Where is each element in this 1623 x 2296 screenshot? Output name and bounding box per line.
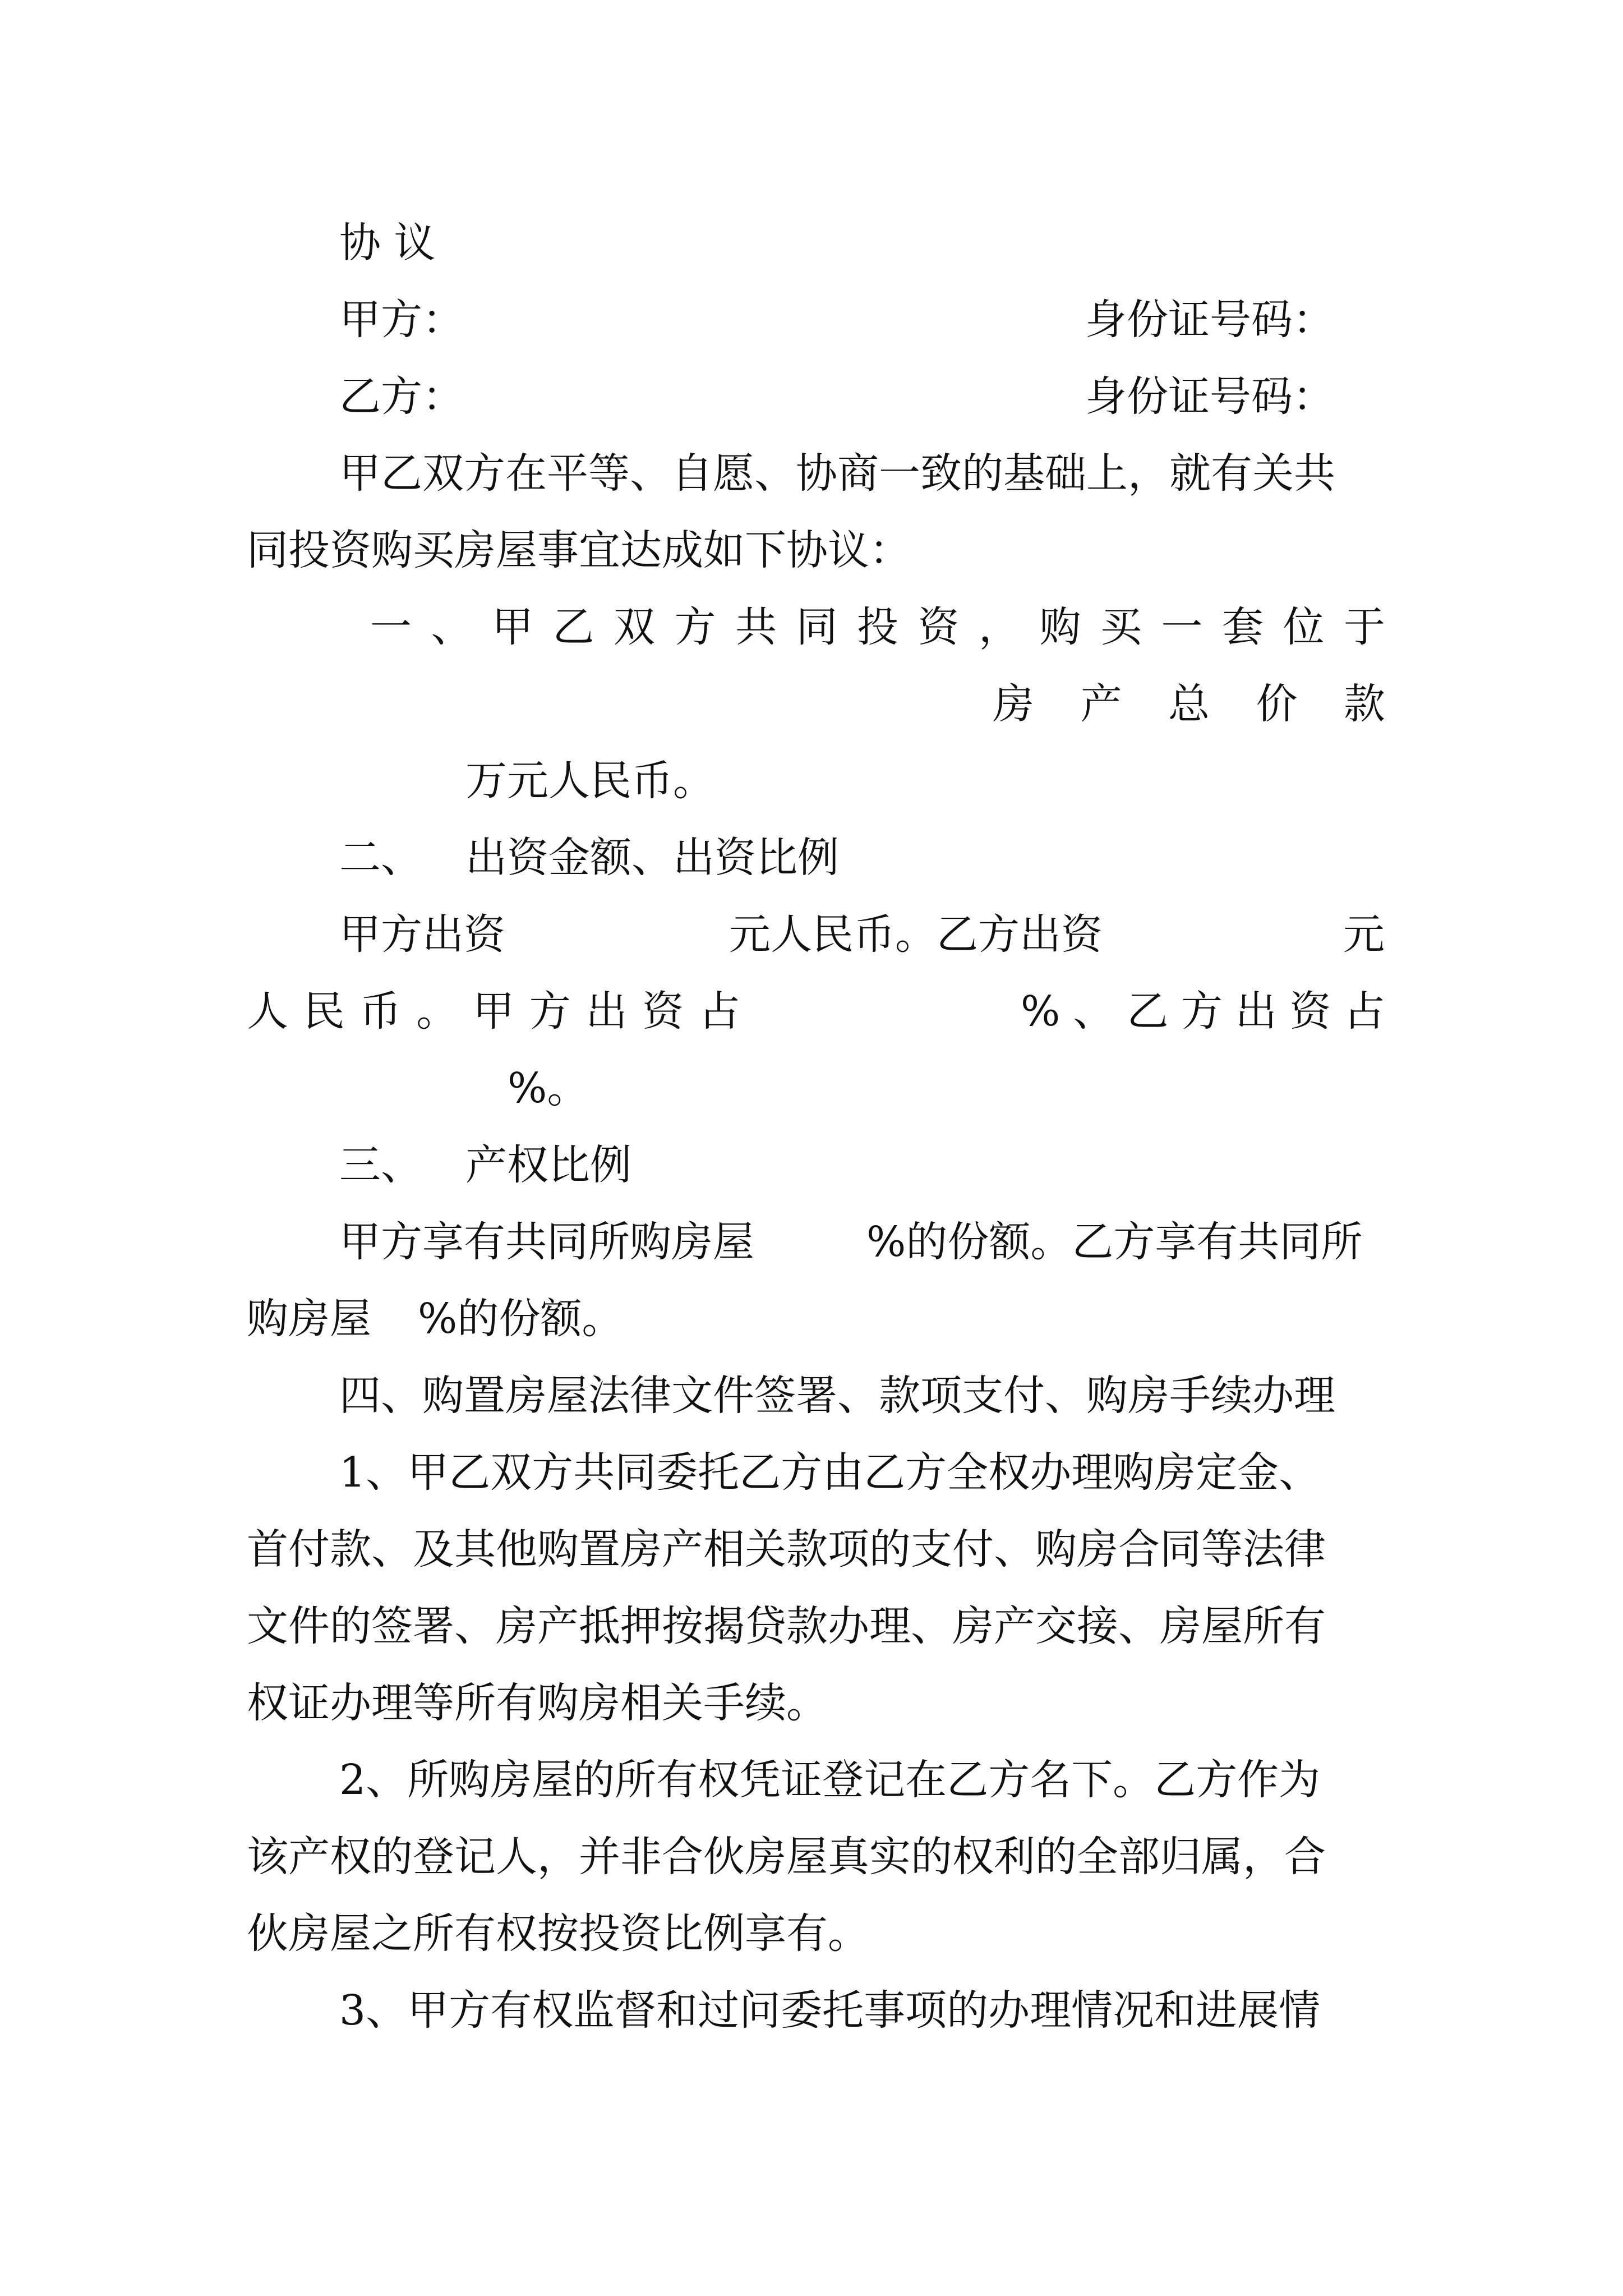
- agreement-title: 协 议: [339, 219, 436, 267]
- justified-char: 甲: [492, 603, 533, 651]
- justified-char: 价: [1256, 680, 1298, 728]
- justified-char: 买: [1100, 603, 1142, 651]
- justified-char: 方: [529, 987, 571, 1036]
- justified-char: 投: [857, 603, 898, 651]
- justified-char: 占: [1343, 987, 1385, 1036]
- clause-2-heading: 出资金额、出资比例: [465, 834, 839, 882]
- clause-4-heading: 四、购置房屋法律文件签署、款项支付、购房手续办理: [339, 1372, 1335, 1420]
- clause-2-heading-number: 二、: [339, 834, 422, 882]
- clause-3-line-1-b: %的份额。乙方享有共同所: [866, 1218, 1363, 1266]
- justified-char: 一: [370, 603, 412, 651]
- justified-char: 占: [699, 987, 740, 1036]
- party-a-label: 甲方：: [339, 296, 464, 344]
- justified-char: 、: [431, 603, 473, 651]
- clause-4-item-1-line-2: 首付款、及其他购置房产相关款项的支付、购房合同等法律: [247, 1525, 1326, 1573]
- justified-char: 于: [1344, 603, 1385, 651]
- justified-char: ，: [979, 603, 1020, 651]
- party-b-id-label: 身份证号码：: [1085, 372, 1334, 421]
- clause-4-item-2-line-2: 该产权的登记人，并非合伙房屋真实的权利的全部归属，合: [247, 1833, 1326, 1881]
- justified-char: 套: [1222, 603, 1264, 651]
- justified-char: 共: [735, 603, 777, 651]
- clause-4-item-1-line-1: 1、甲乙双方共同委托乙方由乙方全权办理购房定金、: [339, 1448, 1321, 1497]
- party-a-contribution-label: 甲方出资: [339, 910, 505, 959]
- justified-char: 双: [614, 603, 655, 651]
- justified-char: 资: [917, 603, 960, 651]
- justified-char: 出: [1235, 987, 1277, 1036]
- justified-char: 出: [585, 987, 628, 1036]
- justified-char: %: [1021, 987, 1061, 1036]
- clause-3-heading-number: 三、: [339, 1141, 422, 1189]
- justified-char: 方: [674, 603, 716, 651]
- justified-char: 资: [1289, 987, 1331, 1036]
- clause-3-line-2-a: 购房屋: [247, 1295, 371, 1343]
- clause-3-line-1-a: 甲方享有共同所购房屋: [339, 1218, 754, 1266]
- clause-1-line-2: [993, 676, 1385, 732]
- justified-char: 方: [1181, 987, 1223, 1036]
- clause-2-line-3: %。: [508, 1064, 589, 1112]
- clause-3-line-2-b: %的份额。: [418, 1295, 624, 1343]
- clause-3-heading: 产权比例: [465, 1141, 631, 1189]
- party-b-contribution-label: 元人民币。乙方出资: [729, 910, 1103, 959]
- party-b-label: 乙方：: [339, 372, 464, 421]
- justified-char: 甲: [473, 987, 514, 1036]
- justified-char: 位: [1283, 603, 1325, 651]
- contribution-unit: 元: [1343, 910, 1385, 959]
- justified-char: 人: [247, 987, 288, 1036]
- justified-char: 款: [1344, 680, 1385, 728]
- justified-char: 、: [1072, 987, 1114, 1036]
- justified-char: 乙: [552, 603, 594, 651]
- clause-4-item-2-line-1: 2、所购房屋的所有权凭证登记在乙方名下。乙方作为: [339, 1756, 1321, 1804]
- party-a-id-label: 身份证号码：: [1085, 296, 1334, 344]
- clause-2-line-2-left: [247, 983, 740, 1039]
- justified-char: 房: [993, 680, 1034, 728]
- intro-line-2: 同投资购买房屋事宜达成如下协议：: [247, 526, 911, 574]
- justified-char: 乙: [1127, 987, 1169, 1036]
- intro-line-1: 甲乙双方在平等、自愿、协商一致的基础上，就有关共: [339, 449, 1335, 498]
- justified-char: 同: [796, 603, 838, 651]
- justified-char: 产: [1080, 680, 1122, 728]
- justified-char: 民: [303, 987, 345, 1036]
- clause-4-item-3-line-1: 3、甲方有权监督和过问委托事项的办理情况和进展情: [339, 1986, 1321, 2035]
- clause-1-line-1: [370, 599, 1385, 655]
- clause-4-item-2-line-3: 伙房屋之所有权按投资比例享有。: [247, 1910, 869, 1958]
- justified-char: 。: [416, 987, 458, 1036]
- clause-4-item-1-line-3: 文件的签署、房产抵押按揭贷款办理、房产交接、房屋所有: [247, 1602, 1326, 1650]
- justified-char: 币: [359, 987, 402, 1036]
- justified-char: 总: [1168, 680, 1210, 728]
- clause-2-line-2-right: [1021, 983, 1385, 1039]
- clause-4-item-1-line-4: 权证办理等所有购房相关手续。: [247, 1679, 828, 1727]
- justified-char: 购: [1039, 603, 1081, 651]
- clause-1-line-3: 万元人民币。: [465, 757, 714, 805]
- justified-char: 资: [642, 987, 684, 1036]
- justified-char: 一: [1161, 603, 1203, 651]
